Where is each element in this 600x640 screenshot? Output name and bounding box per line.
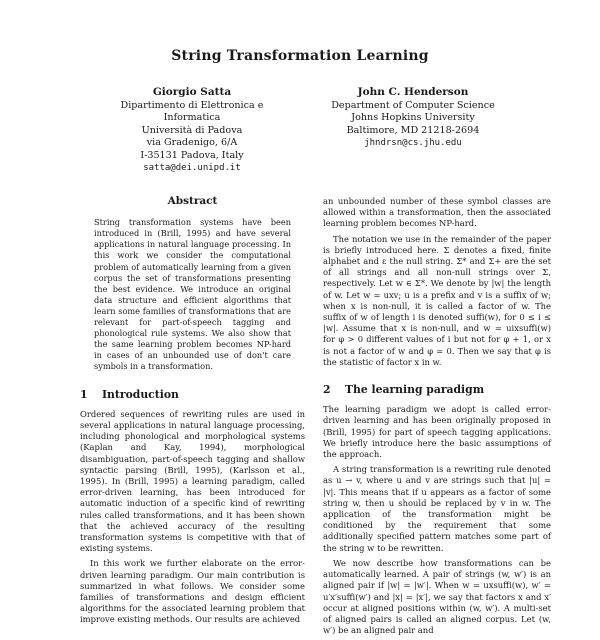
paper-title: String Transformation Learning	[171, 48, 429, 64]
section-title: The learning paradigm	[345, 383, 485, 397]
left-column	[80, 196, 305, 630]
author-email: jhndrsn@cs.jhu.edu	[364, 138, 462, 148]
affiliation-line: Dipartimento di Elettronica e Informatica	[120, 99, 264, 123]
author-block-henderson	[318, 86, 508, 150]
body-paragraph: A string transformation is a rewriting rule denoted as u → v, where u and v are strings such that |u| = |v|. This means that if u appears as a factor of some string w, then u should be replaced by v in w. The application of the transformation might be conditioned by the requirement that some additionally specified pattern matches some part of the string w to be rewritten.	[323, 464, 551, 553]
section-heading-introduction	[80, 389, 305, 400]
body-paragraph: We now describe how transformations can be automatically learned. A pair of strings (w, w′) is an aligned pair if |w| = |w′|. When w = uxsuffi(w), w′ = u′x′suffi(w′) and |x| = |x′|, we say that factors x and x′ occur at aligned positions within (w, w′). A multi-set of aligned pairs is called an aligned corpus. Let (w, w′) be an aligned pair and	[323, 557, 551, 636]
abstract-heading: Abstract	[167, 195, 218, 207]
affiliation-line: Università di Padova	[141, 124, 243, 136]
affiliation-line: Johns Hopkins University	[351, 112, 475, 123]
author-email: satta@dei.unipd.it	[143, 163, 241, 173]
author-block-satta	[98, 86, 286, 175]
section-number: 1	[80, 387, 88, 401]
notation-paragraph: The notation we use in the remainder of the paper is briefly introduced here. Σ denotes a fixed, finite alphabet and ε the null string. Σ* and Σ+ are the set of all strings and all non-null strings over Σ, respectively. Let w ∈ Σ*. We denote by |w| the length of w. Let w = uxv; u is a prefix and v is a suffix of w; when x is non-null, it is called a factor of w. The suffix of w of length i is denoted suffi(w), for 0 ≤ i ≤ |w|. Assume that x is non-null, and w = uixsuffi(w) for φ > 0 different values of i but not for φ + 1, or x is not a factor of w and φ = 0. Then we say that φ is the statistic of factor x in w.	[323, 233, 551, 367]
affiliation-line: Department of Computer Science	[331, 99, 495, 111]
right-column	[323, 196, 551, 640]
intro-paragraph-1: Ordered sequences of rewriting rules are used in several applications in natural language processing, including phonological and morphological systems (Kaplan and Kay, 1994), morphological disambiguation, part-of-speech tagging and shallow syntactic parsing (Brill, 1995), (Karlsson et al., 1995). In (Brill, 1995) a learning paradigm, called error-driven learning, has been introduced for automatic induction of a specific kind of rewriting rules called transformations, and it has been shown that the achieved accuracy of the resulting transformation systems is competitive with that of existing systems.	[80, 408, 305, 554]
author-name: John C. Henderson	[357, 86, 469, 98]
affiliation-line: I-35131 Padova, Italy	[140, 149, 244, 161]
body-paragraph: an unbounded number of these symbol classes are allowed within a transformation, then the associated learning problem becomes NP-hard.	[323, 196, 551, 229]
section-number: 2	[323, 383, 331, 397]
affiliation-line: via Gradenigo, 6/A	[146, 137, 238, 148]
section-title: Introduction	[102, 387, 179, 401]
body-paragraph: The learning paradigm we adopt is called error-driven learning and has been originally proposed in (Brill, 1995) for part of speech tagging applications. We briefly introduce here the basic assumptions of the approach.	[323, 404, 551, 460]
abstract-text: String transformation systems have been introduced in (Brill, 1995) and have several applications in natural language processing. In this work we consider the computational problem of automatically learning from a given corpus the set of transformations presenting the best evidence. We introduce an original data structure and efficient algorithms that learn some families of transformations that are relevant for part-of-speech tagging and phonological rule systems. We also show that the same learning problem becomes NP-hard in cases of an unbounded use of don't care symbols in a transformation.	[94, 217, 291, 372]
section-heading-learning-paradigm	[323, 384, 551, 395]
author-name: Giorgio Satta	[152, 86, 232, 98]
intro-paragraph-2: In this work we further elaborate on the error-driven learning paradigm. Our main contribution is summarized in what follows. We consider some families of transformations and design efficient algorithms for the associated learning problem that improve existing methods. Our results are achieved	[80, 558, 305, 625]
affiliation-line: Baltimore, MD 21218-2694	[346, 124, 480, 136]
